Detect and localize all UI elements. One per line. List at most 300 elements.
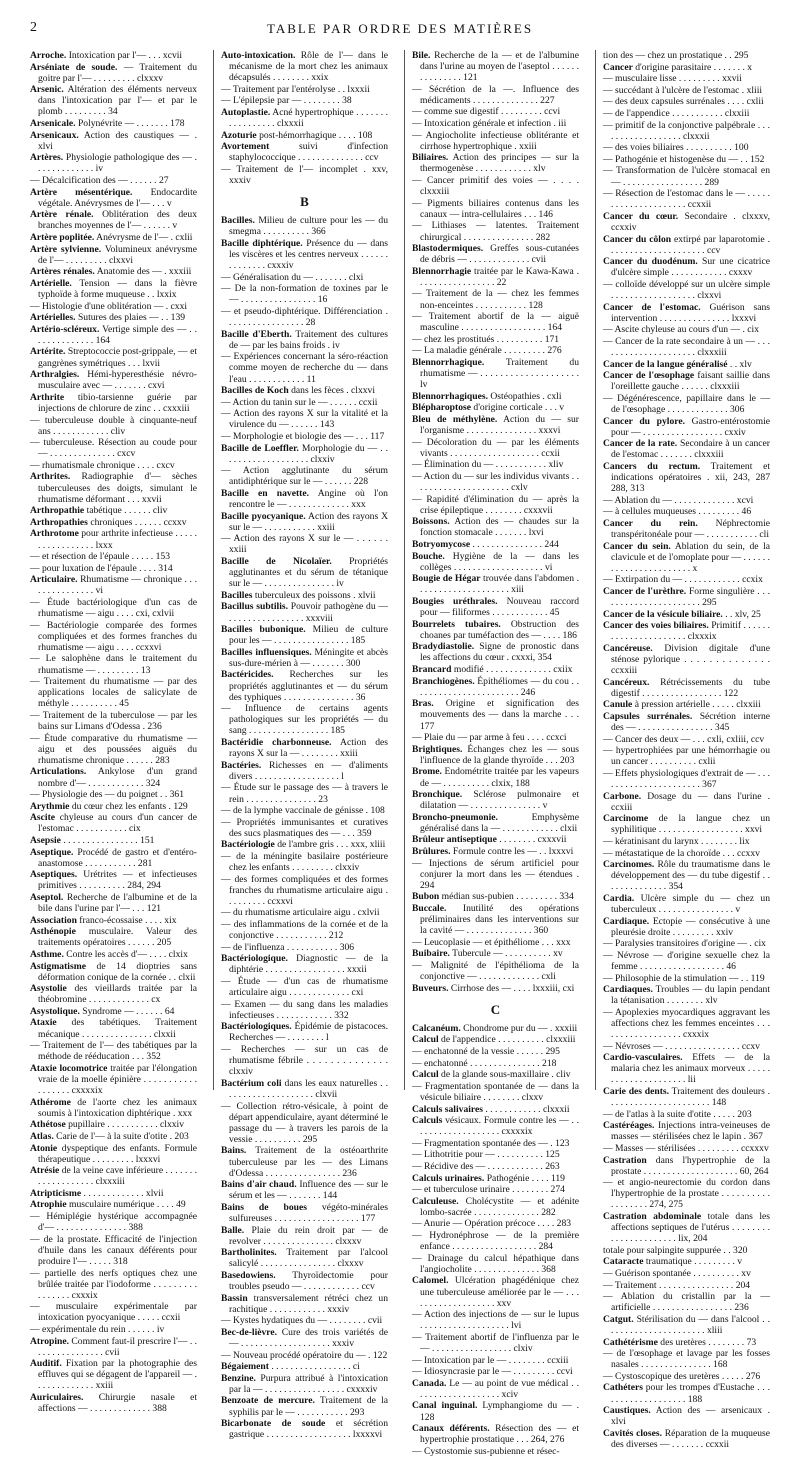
entry-text: dyspeptique des enfants. Formule thérapeutique . . . . . . . . . lxxxvi bbox=[38, 1142, 197, 1165]
entry-text: — Le salophène dans le traitement du rhumatisme — . . . . . . . . . 13 bbox=[30, 653, 197, 676]
index-entry bbox=[221, 1202, 388, 1224]
index-entry bbox=[221, 215, 388, 237]
entry-term: Brûlures. bbox=[412, 846, 451, 858]
entry-term: Caustiques. bbox=[603, 1405, 651, 1417]
entry-term: Cancers du rectum. bbox=[603, 460, 701, 472]
entry-term: Bassin bbox=[221, 1292, 248, 1304]
index-entry bbox=[412, 1184, 579, 1195]
entry-text: — Intoxication générale et infection . iii bbox=[412, 118, 567, 130]
entry-text: — des deux capsules surrénales . . . . cxlii bbox=[603, 96, 764, 108]
entry-text: Purpura attribué à l'intoxication par la — . . . . . . . . . . . . . . . . . cxxxxiv bbox=[229, 1372, 388, 1395]
index-entry bbox=[221, 329, 388, 351]
entry-term: Bactéridie charbonneuse. bbox=[221, 737, 332, 749]
entry-text: — Étude bactériologique d'un cas de rhumatisme — aigu . . . . cxi, cxlvii bbox=[30, 597, 197, 620]
entry-term: Astigmatisme bbox=[30, 960, 86, 972]
index-entry bbox=[603, 1371, 770, 1382]
entry-term: Arthrotome bbox=[30, 528, 79, 540]
entry-text: Effets — de la malaria chez les animaux morveux . . . . . . . . . . . . . . . . . . . . . lii bbox=[611, 1052, 770, 1086]
index-entry bbox=[412, 288, 579, 310]
entry-term: Bacille d'Eberth. bbox=[221, 328, 292, 340]
entry-text: — Apoplexies myocardiques aggravant les affections chez les femmes enceintes . . . . . . . . . . . . . . . . . . cxxxix bbox=[603, 1006, 770, 1041]
index-entry bbox=[221, 1101, 388, 1145]
entry-text: tuberculeux des poissons . xlvii bbox=[252, 589, 376, 601]
entry-term: Canaux déférents. bbox=[412, 1423, 490, 1435]
entry-term: Bactéricides. bbox=[221, 669, 274, 681]
index-entry bbox=[30, 1097, 197, 1119]
entry-text: — Kystes hydatiques du — . . . . . . . . cvii bbox=[221, 1315, 383, 1327]
index-entry bbox=[30, 346, 197, 368]
index-entry bbox=[603, 1041, 770, 1052]
entry-text: Stérilisation du — dans l'alcool . . . . . . . . . . . . . . . . . . . . . . xliii bbox=[611, 1313, 770, 1336]
entry-term: Asystolique. bbox=[30, 1005, 80, 1017]
entry-text: — Action des injections de — sur le lupus . . . . . . . . . . . . . . . . . . . lvi bbox=[412, 1309, 579, 1332]
index-entry bbox=[603, 1177, 770, 1210]
index-entry bbox=[221, 805, 388, 816]
entry-text: — kératinisant du larynx . . . . . . . . lix bbox=[603, 835, 750, 847]
entry-text: Endométrite traitée par les vapeurs de — . . . . . . . . . . clxix, 188 bbox=[420, 766, 579, 789]
index-entry bbox=[221, 443, 388, 465]
entry-term: Cardiaques. bbox=[603, 984, 653, 996]
entry-text: Action des caustiques — . xlvi bbox=[38, 129, 197, 152]
entry-text: Rôle de l'— dans le mécanisme de la mort chez les animaux décapsulés . . . . . . . . xxix bbox=[229, 50, 388, 84]
entry-text: Troubles — du lapin pendant la tétanisation . . . . . . . . xlv bbox=[611, 984, 770, 1007]
entry-text: tibio-tarsienne guérie par injections de chlorure de zinc . . cxxxiii bbox=[38, 391, 197, 414]
entry-text: traumatique . . . . . . . . . v bbox=[643, 1256, 743, 1268]
index-entry bbox=[603, 677, 770, 699]
entry-term: Auriculaires. bbox=[30, 1392, 84, 1404]
entry-term: Bleu de méthylène. bbox=[412, 414, 498, 425]
index-entry bbox=[412, 891, 579, 902]
entry-text: — à cellules muqueuses . . . . . . . . . 46 bbox=[603, 506, 752, 518]
entry-text: Ectopie — consécutive à une pleurésie droite . . . . . . . . . xxiv bbox=[611, 915, 770, 938]
index-entry bbox=[221, 511, 388, 533]
entry-text: Morphologie du — . . . . . . . . . . . . . . . . . . . clxxiv bbox=[229, 442, 388, 465]
entry-text: d'origine parasitaire . . . . . . . x bbox=[632, 61, 753, 73]
entry-text: — Idiosyncrasie par le — . . . . . . . . . ccvi bbox=[412, 1366, 573, 1378]
entry-text: — Angiocholite infectieuse oblitérante et cirrhose hypertrophique . xxiii bbox=[412, 129, 579, 152]
index-entry bbox=[603, 96, 770, 107]
entry-text: traitée par l'élongation vraie de la moelle épinière . . . . . . . . . . . . . . . . . . cxxxxix bbox=[38, 1062, 197, 1097]
entry-term: Cancer de la langue généralisé bbox=[603, 358, 728, 370]
index-entry bbox=[221, 1225, 388, 1247]
entry-text: Dosage du — dans l'urine . ccxiii bbox=[611, 790, 770, 813]
entry-text: — Lithiases — latentes. Traitement chirurgical . . . . . . . . . . . . . . . 282 bbox=[412, 220, 579, 243]
entry-text: — Nouveau procédé opératoire du — . 122 bbox=[221, 1349, 388, 1361]
entry-text: — Traitement de la — chez les femmes non-enceintes . . . . . . . . . . . 128 bbox=[412, 288, 579, 311]
entry-term: Bacilles influensiques. bbox=[221, 646, 312, 658]
index-entry bbox=[221, 1361, 388, 1372]
entry-text: Recherche de l'albumine et de la bile dans l'urine par l'— . . . 121 bbox=[38, 891, 197, 915]
entry-term: Castration abdominale bbox=[603, 1211, 702, 1223]
entry-text: — Lithotritie pour — . . . . . . . . . . 125 bbox=[412, 1149, 560, 1161]
entry-text: Ulcère simple du — chez un tuberculeux . . . . . . . . . . . . . . . . v bbox=[611, 892, 770, 916]
index-column-3 bbox=[404, 50, 580, 1457]
entry-text: . . . . . . . . cxxxvii bbox=[496, 834, 567, 846]
entry-text: suivi d'infection staphylococcique . . . . . . . . . . . . . . ccv bbox=[229, 141, 388, 164]
index-entry bbox=[221, 238, 388, 271]
entry-text: Milieu de culture pour les — du smegma . . . . . . . . . . 366 bbox=[229, 215, 388, 238]
entry-text: — primitif de la conjonctive palpébrale . . . . . . . . . . . . . . . . . . clxxxii bbox=[603, 119, 770, 142]
index-entry bbox=[30, 1324, 197, 1335]
entry-text: Anatomie des — . xxxiii bbox=[94, 266, 192, 278]
entry-term: Cancer du côlon bbox=[603, 233, 672, 245]
index-entry bbox=[603, 848, 770, 859]
index-entry bbox=[30, 175, 197, 186]
index-entry bbox=[603, 518, 770, 540]
entry-text: — et tuberculose urinaire . . . . . . . . 274 bbox=[412, 1184, 565, 1196]
index-entry bbox=[412, 50, 579, 83]
index-entry bbox=[603, 1428, 770, 1450]
index-entry bbox=[412, 437, 579, 459]
index-entry bbox=[221, 431, 388, 442]
entry-term: Brûleur antiseptique bbox=[412, 834, 497, 846]
entry-text: de l'ambre gris . . . xxx, xliii bbox=[274, 839, 386, 851]
index-entry bbox=[412, 494, 579, 516]
entry-text: Cure des trois variétés de — . . . . . . . . . . . . . . . . . . . xxxiv bbox=[229, 1326, 388, 1349]
index-entry bbox=[221, 907, 388, 918]
index-entry bbox=[30, 118, 197, 129]
entry-term: Buibaire. bbox=[412, 948, 450, 960]
index-entry bbox=[603, 461, 770, 494]
entry-term: Artères. bbox=[30, 152, 64, 164]
index-entry bbox=[221, 465, 388, 487]
entry-text: — Cystostomie sus-pubienne et résec- bbox=[412, 1445, 560, 1457]
entry-text: Intoxication par l'— . . . xcvii bbox=[66, 50, 183, 61]
entry-text: — et résection de l'épaule . . . . . 153 bbox=[30, 551, 170, 563]
entry-term: Bacillus subtilis. bbox=[221, 601, 288, 613]
entry-text: Cirrhose des — . . . . lxxxiii, cxi bbox=[448, 982, 575, 994]
index-entry bbox=[221, 839, 388, 850]
entry-text: Lymphangiome du — . 128 bbox=[420, 1400, 579, 1423]
index-entry bbox=[30, 1234, 197, 1267]
index-entry bbox=[603, 234, 770, 256]
index-entry bbox=[603, 1211, 770, 1244]
entry-term: Calomel. bbox=[412, 1275, 449, 1287]
entry-text: — L'épilepsie par — . . . . . . . . 38 bbox=[221, 95, 352, 107]
entry-text: totale pour salpingite suppurée . . 320 bbox=[603, 1244, 748, 1256]
entry-text: Procédé de gastro et d'entéro-anastomose . . . . . . . . . . . 281 bbox=[38, 846, 197, 869]
index-entry bbox=[221, 408, 388, 430]
entry-text: — Pigments biliaires contenus dans les canaux — intra-cellulaires . . . 146 bbox=[412, 197, 579, 220]
index-entry bbox=[603, 142, 770, 153]
index-entry bbox=[603, 711, 770, 733]
index-entry bbox=[412, 243, 579, 265]
index-entry bbox=[221, 851, 388, 873]
index-entry bbox=[603, 1052, 770, 1085]
entry-text: Radiographie d'— sèches tuberculeuses des doigts, simulant le rhumatisme déformant . . . xxvii bbox=[38, 471, 197, 505]
entry-text: — Traitement du goitre par l'— . . . . . . . . . clxxxv bbox=[38, 61, 197, 84]
entry-term: Buveurs. bbox=[412, 982, 449, 994]
entry-term: Cavités closes. bbox=[603, 1427, 662, 1439]
entry-text: — des formes compliquées et des formes franches du rhumatisme articulaire aigu . . . . . . . . . ccxxvi bbox=[221, 873, 388, 907]
entry-text: — Traitement par l'entérolyse . . lxxxii bbox=[221, 83, 370, 95]
index-entry bbox=[221, 533, 388, 555]
entry-text: Échanges chez les — sous l'influence de la glande thyroïde . . . 203 bbox=[420, 743, 579, 766]
entry-text: Action des rayons X sur le — . . . . . . . . . . . xxiii bbox=[229, 510, 388, 533]
entry-text: transversalement rétréci chez un rachitique . . . . . . . . . . . . xxxiv bbox=[229, 1292, 388, 1315]
entry-term: Arthropathies bbox=[30, 516, 88, 528]
entry-text: — musculaire lisse . . . . . . . . . xxvii bbox=[603, 73, 742, 85]
entry-text: Secondaire à un cancer de l'estomac . . . . . . . clxxxiii bbox=[611, 438, 770, 461]
entry-text: Vertige simple des — . . . . . . . . . . . . . . 164 bbox=[38, 323, 197, 346]
entry-text: — Étude sur le passage des — à travers le rein . . . . . . . . . . . . . . . 23 bbox=[221, 782, 388, 805]
index-entry bbox=[603, 643, 770, 676]
index-entry bbox=[603, 1155, 770, 1177]
entry-term: Bactériologie bbox=[221, 839, 275, 851]
index-entry bbox=[30, 1268, 197, 1301]
entry-text: de l'aorte chez les animaux soumis à l'intoxication diphtérique . xxx bbox=[38, 1096, 197, 1119]
index-entry bbox=[412, 1218, 579, 1229]
index-entry bbox=[603, 393, 770, 415]
entry-text: Forme singulière . . . . . . . . . . . . . . . . . . . . . . 295 bbox=[611, 585, 770, 608]
index-entry bbox=[30, 801, 197, 812]
index-entry bbox=[412, 1423, 579, 1445]
index-entry bbox=[30, 766, 197, 788]
entry-term: Bégaiement bbox=[221, 1361, 269, 1373]
entry-term: Bactériologiques. bbox=[221, 1021, 292, 1033]
entry-text: — partielle des nerfs optiques chez une brûlée traitée par l'iodoforme . . . . . . . . . . . . . . . . cxxxix bbox=[30, 1267, 197, 1301]
entry-text: Le — au point de vue médical . . . . . . . . . . . . . . . . . . . xciv bbox=[420, 1377, 579, 1400]
index-entry bbox=[412, 266, 579, 288]
entry-text: de 14 dioptries sans déformation conique de la cornée . . clxii bbox=[38, 960, 197, 983]
index-entry bbox=[412, 812, 579, 834]
entry-text: — de l'influenza . . . . . . . . . . . 306 bbox=[221, 941, 355, 953]
entry-text: — Expériences concernant la séro-réaction comme moyen de recherche du — dans l'eau . . . . . . . . . . . . 11 bbox=[221, 351, 388, 385]
entry-term: Biliaires. bbox=[412, 152, 449, 164]
entry-term: Cancer du rein. bbox=[603, 517, 698, 529]
entry-term: Bradydiastolie. bbox=[412, 641, 475, 653]
entry-text: . . . . . . . . . . . . . . . . . ci bbox=[268, 1361, 360, 1373]
entry-text: — Action agglutinante du sérum antidiphtérique sur le — . . . . . . 228 bbox=[221, 465, 388, 488]
entry-term: Calculs salivaires bbox=[412, 1103, 483, 1115]
entry-text: — Recherches — sur un cas de rhumatisme fébrile . . . . . . . . . . . . . . clxxiv bbox=[221, 1044, 388, 1078]
index-entry bbox=[221, 1373, 388, 1395]
index-entry bbox=[603, 1291, 770, 1313]
entry-text: — musculaire expérimentale par intoxication pyocyanique . . . . . ccxii bbox=[30, 1301, 197, 1324]
index-entry bbox=[221, 1021, 388, 1043]
entry-term: Atrésie bbox=[30, 1165, 60, 1177]
index-entry bbox=[412, 471, 579, 493]
entry-text: Tension — dans la fièvre typhoïde à forme muqueuse . . lxxix bbox=[38, 277, 197, 300]
entry-term: Aseptol. bbox=[30, 891, 64, 903]
index-entry bbox=[603, 1256, 770, 1267]
entry-text: — Élimination du — . . . . . . . . . . . xliv bbox=[412, 459, 564, 471]
index-entry bbox=[412, 732, 579, 743]
index-entry bbox=[221, 1078, 388, 1100]
entry-text: Méningite et abcès sus-dure-mérien à — . . . . . . . 300 bbox=[229, 646, 389, 669]
entry-text: Emphysème généralisé dans la — . . . . . . . . . . . . clxii bbox=[420, 811, 579, 834]
entry-text: — de l'atlas à la suite d'otite . . . . . 203 bbox=[603, 1108, 752, 1120]
index-entry bbox=[221, 141, 388, 163]
entry-term: Botryomycose bbox=[412, 539, 471, 551]
entry-term: Blépharoptose bbox=[412, 402, 471, 414]
entry-text: Milieu de culture pour les — . . . . . . . . . . . . . . . . 185 bbox=[229, 624, 389, 647]
index-entry bbox=[30, 437, 197, 459]
entry-term: Bourrelets tubaires. bbox=[412, 618, 501, 630]
index-entry bbox=[30, 812, 197, 834]
entry-term: Bains d'air chaud. bbox=[221, 1179, 297, 1191]
entry-term: Bronchique. bbox=[412, 789, 463, 801]
entry-term: Ataxie locomotrice bbox=[30, 1062, 108, 1074]
index-entry bbox=[603, 745, 770, 767]
entry-text: Épidémie de pistacoces. Recherches — . . . . . . . . l bbox=[229, 1021, 388, 1044]
entry-term: Arséniate de soude. bbox=[30, 61, 118, 73]
index-entry bbox=[30, 710, 197, 732]
entry-text: — Traitement du rhumatisme — par des applications locales de salicylate de méthyle . . . . . . . . . . 45 bbox=[30, 676, 197, 710]
entry-text: — Hémiplégie hystérique accompagnée d'— . . . . . . . . . . . . . . . 388 bbox=[30, 1211, 197, 1234]
entry-text: — Fragmentation spontanée des — . 123 bbox=[412, 1137, 570, 1149]
index-entry bbox=[603, 154, 770, 165]
index-entry bbox=[30, 84, 197, 117]
index-entry bbox=[221, 1395, 388, 1417]
entry-text: — Guérison spontanée . . . . . . . . . . xv bbox=[603, 1268, 751, 1280]
index-entry bbox=[30, 266, 197, 277]
entry-text: Traitement par l'alcool salicylé . . . . . . . . . . . . . . . . clxxxv bbox=[229, 1247, 388, 1270]
entry-term: Arthralgies. bbox=[30, 369, 80, 381]
index-entry bbox=[30, 653, 197, 675]
index-entry bbox=[603, 893, 770, 915]
index-entry bbox=[412, 664, 579, 675]
entry-text: — de la lymphe vaccinale de génisse . 108 bbox=[221, 805, 385, 817]
page-header bbox=[30, 20, 770, 40]
index-entry bbox=[30, 869, 197, 891]
entry-term: Atropine. bbox=[30, 1335, 69, 1347]
entry-text: — Action des rayons X sur la vitalité et la virulence du — . . . . . . 143 bbox=[221, 408, 388, 431]
entry-text: tabétique . . . . . . cliv bbox=[84, 505, 168, 517]
entry-term: Bouche. bbox=[412, 550, 445, 562]
index-entry bbox=[603, 120, 770, 142]
entry-text: tion des — chez un prostatique . . 295 bbox=[603, 50, 749, 61]
entry-term: Arthrites. bbox=[30, 471, 71, 483]
entry-text: — Propriétés immunisantes et curatives des sucs plasmatiques des — . . . 359 bbox=[221, 816, 388, 839]
entry-term: Bicarbonate de soude bbox=[221, 1418, 326, 1430]
entry-text: — comme sue digestif . . . . . . . . . ccvi bbox=[412, 106, 561, 118]
entry-text: d'origine corticale . . . v bbox=[471, 402, 565, 414]
index-entry bbox=[412, 357, 579, 390]
entry-term: Bactérium coli bbox=[221, 1077, 282, 1089]
index-entry bbox=[603, 1245, 770, 1256]
entry-text: traitée par le Kawa-Kawa . . . . . . . . . . . . . . . . . 22 bbox=[420, 265, 579, 288]
index-entry bbox=[412, 402, 579, 413]
index-entry bbox=[412, 744, 579, 766]
entry-text: Rétrécissements du tube digestif . . . . . . . . . . . . . . . . . 122 bbox=[611, 676, 770, 699]
entry-text: — Leucoplasie — et épithéliome . . . xxx bbox=[412, 936, 571, 948]
entry-text: post-hémorrhagique . . . . 108 bbox=[256, 129, 373, 141]
entry-text: pour arthrite infectieuse . . . . . . . . . . . . . . . . . lxxx bbox=[38, 528, 197, 551]
entry-text: trouvée dans l'abdomen . . . . . . . . . . . . . . . . . . . . xiii bbox=[420, 573, 580, 596]
entry-text: — Ablation du — . . . . . . . . . . . . . xcvi bbox=[603, 494, 754, 506]
index-entry bbox=[412, 345, 579, 356]
index-entry bbox=[221, 737, 388, 759]
entry-term: Asthénopie bbox=[30, 926, 76, 938]
index-entry bbox=[30, 1188, 197, 1199]
index-entry bbox=[221, 556, 388, 589]
entry-text: Action des principes — sur la thermogenèse . . . . . . . . . . . . xlv bbox=[420, 152, 579, 175]
entry-text: Secondaire . clxxxv, ccxxiv bbox=[611, 210, 770, 233]
entry-text: — Cancer primitif des voies — . . . . clxxxiii bbox=[412, 175, 579, 198]
entry-text: — métastatique de la choroïde . . . ccxxv bbox=[603, 847, 760, 859]
entry-text: médian sus-pubien . . . . . . . . . 334 bbox=[439, 891, 574, 903]
entry-text: — tuberculeuse double à cinquante-neuf ans . . . . . . . . . . . . cliv bbox=[30, 414, 197, 437]
entry-text: dans les fèces . clxxvi bbox=[288, 385, 376, 397]
entry-text: — de la méningite basilaire postérieure chez les enfants . . . . . . . . . clxxiv bbox=[221, 850, 388, 874]
index-entry bbox=[30, 597, 197, 619]
index-entry bbox=[603, 699, 770, 710]
entry-text: . . . . . . . . . . . . clxxxii bbox=[482, 1103, 570, 1115]
entry-text: Recherche de la — et de l'albumine dans l'urine au moyen de l'aseptol . . . . . . . . . . . . . . . 121 bbox=[420, 50, 579, 84]
index-entry bbox=[221, 953, 388, 975]
entry-term: Arsenicaux. bbox=[30, 129, 79, 141]
index-entry bbox=[603, 336, 770, 358]
entry-text: — Effets physiologiques d'extrait de — . . . . . . . . . . . . . . . . . . . . . . 367 bbox=[603, 767, 770, 790]
index-entry bbox=[30, 415, 197, 437]
entry-term: Artère poplitée. bbox=[30, 232, 95, 243]
entry-text: — hypertrophiées par une hémorrhagie ou un cancer . . . . . . . . . . cxlii bbox=[603, 745, 770, 768]
entry-text: — Sécrétion de la —. Influence des médicaments . . . . . . . . . . . . . . 227 bbox=[412, 83, 579, 106]
index-entry bbox=[603, 1314, 770, 1336]
entry-text: — Action du tanin sur le — . . . . . . ccxii bbox=[221, 396, 378, 408]
index-entry bbox=[30, 789, 197, 800]
entry-text: — succédant à l'ulcère de l'estomac . xliii bbox=[603, 84, 763, 96]
index-entry bbox=[603, 165, 770, 187]
entry-term: Asepsie bbox=[30, 834, 61, 846]
entry-term: Cancer de l'œsophage bbox=[603, 370, 695, 382]
index-entry bbox=[30, 1358, 197, 1391]
entry-text: — Traitement abortif de la — aiguë masculine . . . . . . . . . . . . . . . . . . 164 bbox=[412, 311, 579, 334]
entry-text: — Ascite chyleuse au cours d'un — . cix bbox=[603, 324, 759, 336]
entry-text: — Plaie du — par arme à feu . . . . ccxci bbox=[412, 732, 567, 744]
index-entry bbox=[30, 50, 197, 61]
entry-text: dans les eaux naturelles . . . . . . . . . . . . . . . . . . . . clxvii bbox=[229, 1077, 388, 1100]
entry-text: de la langue chez un syphilitique . . . . . . . . . . . . . . . . . . xxvi bbox=[611, 813, 770, 836]
entry-term: Benzoate de mercure. bbox=[221, 1395, 315, 1407]
index-entry bbox=[603, 506, 770, 517]
index-entry bbox=[603, 1337, 770, 1348]
entry-term: Aseptiques. bbox=[30, 869, 78, 881]
index-entry bbox=[412, 1138, 579, 1149]
entry-text: — Rapidité d'élimination du — après la crise épileptique . . . . . . . . cxxxvii bbox=[412, 493, 579, 516]
entry-text: — Drainage du calcul hépathique dans l'angiocholite . . . . . . . . . . . . . . 368 bbox=[412, 1252, 579, 1275]
entry-text: — Paralysies transitoires d'origine — . cix bbox=[603, 938, 766, 950]
entry-text: — enchatonné . . . . . . . . . . . . . . . 218 bbox=[412, 1057, 557, 1069]
index-entry bbox=[603, 416, 770, 438]
index-entry bbox=[30, 1165, 197, 1187]
index-entry bbox=[412, 84, 579, 106]
index-entry bbox=[30, 847, 197, 869]
index-entry bbox=[30, 1301, 197, 1323]
index-column-1 bbox=[30, 50, 198, 1415]
entry-text: — De la non-formation de toxines par le — . . . . . . . . . . . . . . . . 16 bbox=[221, 283, 388, 306]
entry-text: Signe de pronostic dans les affections du cœur . cxxxi, 354 bbox=[420, 641, 579, 664]
index-entry bbox=[30, 324, 197, 346]
entry-text: — Malignité de l'épithélioma de la conjonctive — . . . . . . . . . . . . . cxli bbox=[412, 960, 579, 983]
entry-term: Carie des dents. bbox=[603, 1086, 670, 1098]
entry-text: — Fragmentation spontanée de — dans la vésicule biliaire . . . . . . . . clxxv bbox=[412, 1080, 579, 1103]
entry-text: — Récidive des — . . . . . . . . . . . . 263 bbox=[412, 1161, 560, 1172]
entry-term: Bactériologique. bbox=[221, 953, 288, 965]
index-entry bbox=[30, 471, 197, 504]
entry-term: Brancard bbox=[412, 664, 452, 676]
index-entry bbox=[412, 766, 579, 788]
entry-text: Néphrectomie transpéritonéale pour — . . . . . . . . . . . cli bbox=[611, 517, 770, 540]
index-entry bbox=[221, 1179, 388, 1201]
index-entry bbox=[412, 948, 579, 959]
index-entry bbox=[603, 791, 770, 813]
entry-text: Chirurgie nasale et affections — . . . . . . . . . . . . . 388 bbox=[38, 1392, 197, 1415]
index-entry bbox=[221, 669, 388, 702]
index-entry bbox=[603, 1143, 770, 1154]
entry-term: Atrophie bbox=[30, 1199, 67, 1211]
